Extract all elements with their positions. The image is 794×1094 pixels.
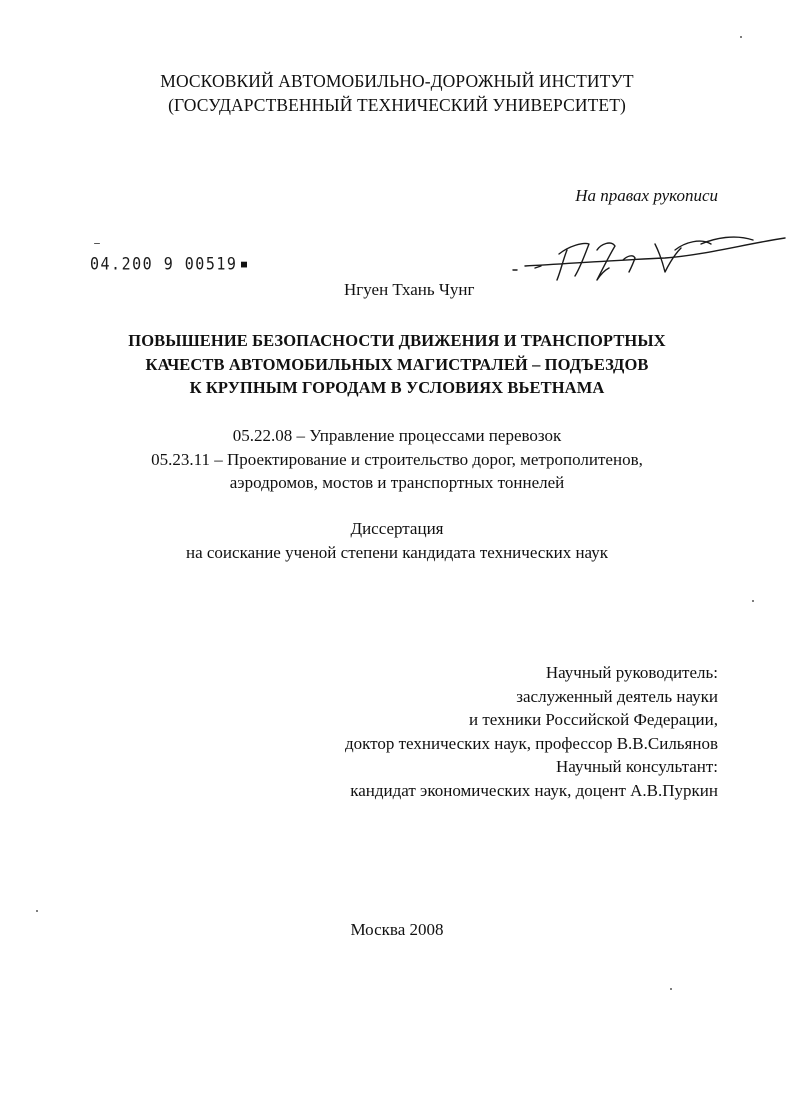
supervisor-title-line1: заслуженный деятель науки [516, 687, 718, 706]
specialty-code-2-continued: аэродромов, мостов и транспортных тоннелей [229, 473, 565, 492]
scan-speck [94, 243, 100, 244]
institute-name-line1: МОСКОВКИЙ АВТОМОБИЛЬНО-ДОРОЖНЫЙ ИНСТИТУТ [160, 71, 634, 91]
institute-name-line2: (ГОСУДАРСТВЕННЫЙ ТЕХНИЧЕСКИЙ УНИВЕРСИТЕТ) [168, 95, 626, 115]
consultant-name: кандидат экономических наук, доцент А.В.Пуркин [350, 781, 718, 800]
library-stamp [90, 254, 247, 275]
stamp-mark [241, 262, 247, 268]
dissertation-title-line3: К КРУПНЫМ ГОРОДАМ В УСЛОВИЯХ ВЬЕТНАМА [189, 378, 605, 397]
dissertation-title-line2: КАЧЕСТВ АВТОМОБИЛЬНЫХ МАГИСТРАЛЕЙ – ПОДЪЕЗДОВ [145, 355, 649, 374]
work-type: Диссертация [350, 519, 444, 538]
degree-sought: на соискание ученой степени кандидата технических наук [185, 543, 608, 562]
manuscript-rights-note: На правах рукописи [575, 186, 718, 205]
specialty-code-1: 05.22.08 – Управление процессами перевозок [232, 426, 562, 445]
city-year: Москва 2008 [350, 920, 444, 939]
scan-speck [740, 36, 742, 38]
supervisor-name: доктор технических наук, профессор В.В.Сильянов [344, 734, 718, 753]
consultant-heading: Научный консультант: [556, 757, 718, 776]
supervisor-heading: Научный руководитель: [545, 663, 718, 682]
author-signature [505, 224, 790, 294]
scan-speck [670, 988, 672, 990]
scan-speck [36, 910, 38, 912]
dissertation-title-line1: ПОВЫШЕНИЕ БЕЗОПАСНОСТИ ДВИЖЕНИЯ И ТРАНСПОРТНЫХ [128, 331, 666, 350]
library-stamp-number: 04.200 9 00519 [90, 253, 238, 275]
author-name: Нгуен Тхань Чунг [344, 280, 475, 299]
supervisor-title-line2: и техники Российской Федерации, [469, 710, 718, 729]
specialty-code-2: 05.23.11 – Проектирование и строительство дорог, метрополитенов, [151, 450, 643, 469]
scan-speck [752, 600, 754, 602]
